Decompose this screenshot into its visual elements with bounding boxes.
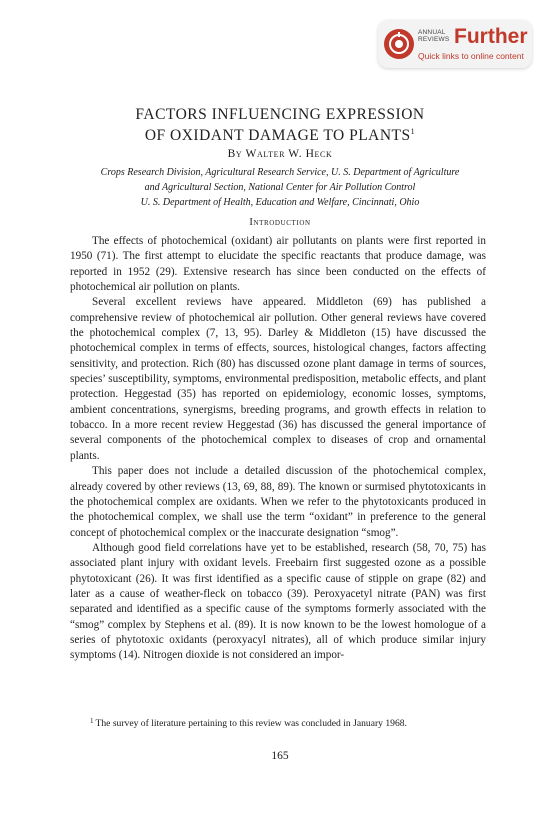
section-heading: Introduction bbox=[249, 217, 311, 228]
paragraph: Although good field correlations have yet to be established, research (58, 70, 75) has associated plant injury with oxidant levels. Freebairn first suggested ozone as a possible phytotoxicant (26). It was first identified as a specific cause of stipple on grape (82) and later as a cause of weather-fleck on tobacco (39). Peroxyacetyl nitrate (PAN) was first separated and identified as a specific cause of the symptoms formerly associated with the “smog” complex by Stephens et al. (89). It is now known to be the lowest homologue of a series of phytotoxic oxidants (peroxyacyl nitrates), all of which produce similar injury symptoms (14). Nitrogen dioxide is not considered an impor- bbox=[70, 541, 486, 662]
paragraph: Several excellent reviews have appeared. Middleton (69) has published a comprehensive review of photochemical air pollution. Other general reviews have covered the photochemical complex (7, 13, 95). Darley & Middleton (15) have discussed the photochemical complex in terms of effects, sources, histological changes, factors affecting sensitivity, and protection. Rich (80) has discussed ozone plant damage in terms of sources, species’ susceptibility, symptoms, environmental predisposition, metabolic effects, and plant protection. Heggestad (35) has reported on epidemiology, economic losses, symptoms, ambient concentrations, synergisms, breeding programs, and growth effects in relation to tobacco. In a more recent review Heggestad (36) has discussed the general importance of several components of the photochemical complex to diseases of crop and ornamental plants. bbox=[70, 296, 486, 462]
article-title: FACTORS INFLUENCING EXPRESSION OF OXIDANT DAMAGE TO PLANTS$^1$ bbox=[135, 106, 425, 145]
paragraph: The effects of photochemical (oxidant) air pollutants on plants were first reported in 1950 (71). The first attempt to elucidate the specific reactants that produce damage, was reported in 1952 (29). Extensive research has since been conducted on the effects of photochemical air pollution on plants. bbox=[70, 235, 486, 294]
author-affiliation: Crops Research Division, Agricultural Research Service, U. S. Department of Agriculture and Agricultural Section, National Center for Air Pollution Control U. S. Department of Health, Education and Welfare, Cincinnati, Ohio bbox=[100, 167, 460, 208]
further-subtitle: Quick links to online content bbox=[418, 51, 524, 61]
publisher-name: ANNUAL REVIEWS bbox=[418, 29, 450, 43]
footnote bbox=[70, 714, 486, 731]
title-footnote-mark: 1 bbox=[410, 127, 416, 136]
paragraph: This paper does not include a detailed discussion of the photochemical complex, already covered by other reviews (13, 69, 88, 89). The known or surmised phytotoxicants in the photochemical complex are oxidants. When we refer to the phytotoxicants produced in the photochemical complex, we shall use the term “oxidant” in preference to the general concept of photochemical complex or the inaccurate designation “smog”. bbox=[70, 465, 486, 539]
further-title: Further bbox=[454, 25, 528, 48]
page-number: 165 bbox=[271, 750, 289, 762]
footnote-mark: 1 bbox=[90, 717, 94, 725]
author-byline: By Walter W. Heck bbox=[227, 148, 333, 160]
annual-reviews-logo-icon bbox=[384, 29, 414, 59]
article-body bbox=[70, 234, 486, 664]
footnote-text: The survey of literature pertaining to this review was concluded in January 1968. bbox=[95, 718, 407, 729]
further-badge[interactable] bbox=[378, 20, 532, 68]
